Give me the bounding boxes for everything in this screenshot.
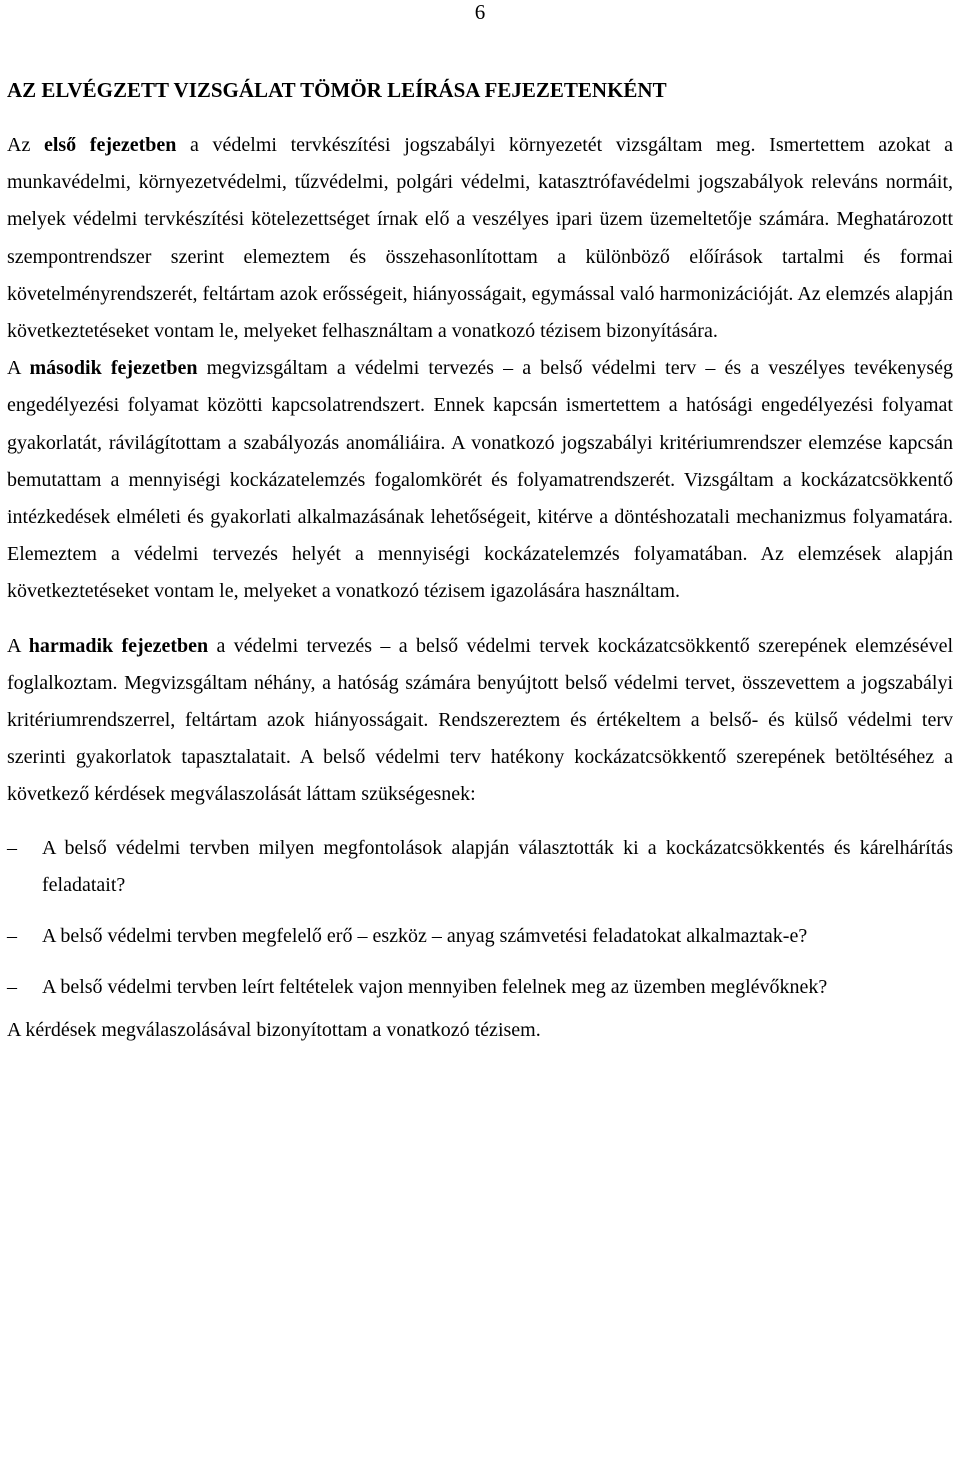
- document-body: [7, 76, 953, 1050]
- page-number: 6: [474, 0, 486, 24]
- list-item-text: A belső védelmi tervben leírt feltételek vajon mennyiben felelnek meg az üzemben meglévőknek?: [42, 976, 828, 999]
- list-item: [7, 969, 953, 1006]
- chapter-emphasis: első fejezetben: [43, 134, 177, 156]
- dash-bullet: –: [7, 976, 17, 999]
- closing-sentence: A kérdések megválaszolásával bizonyítottam a vonatkozó tézisem.: [7, 1019, 541, 1042]
- paragraph-text: Az: [7, 134, 44, 156]
- chapter-emphasis: második fejezetben: [29, 357, 198, 380]
- section-heading: AZ ELVÉGZETT VIZSGÁLAT TÖMÖR LEÍRÁSA FEJEZETENKÉNT: [7, 78, 667, 102]
- paragraph-third-chapter: [7, 628, 953, 814]
- chapter-emphasis: harmadik fejezetben: [28, 634, 209, 657]
- question-list: [7, 830, 953, 1007]
- dash-bullet: –: [7, 925, 17, 948]
- paragraph-second-chapter: [7, 350, 953, 610]
- list-item-text: A belső védelmi tervben milyen megfontolások alapján választották ki a kockázatcsökkentés és kárelhárítás feladatait?: [42, 836, 953, 896]
- paragraph-text: megvizsgáltam a védelmi tervezés – a belső védelmi terv – és a veszélyes tevékenység engedélyezési folyamat közötti kapcsolatrendszert. Ennek kapcsán ismertettem a hatósági engedélyezési folyamat gyakorlatát, rávilágítottam a szabályozás anomáliáira. A vonatkozó jogszabályi kritériumrendszer elemzése kapcsán bemutattam a mennyiségi kockázatelemzés fogalomkörét és folyamatrendszerét. Vizsgáltam a kockázatcsökkentő intézkedések elméleti és gyakorlati alkalmazásának lehetőségeit, kitérve a döntéshozatali mechanizmus folyamatára. Elemeztem a védelmi tervezés helyét a mennyiségi kockázatelemzés folyamatában. Az elemzések alapján következtetéseket vontam le, melyeket a vonatkozó tézisem igazolására használtam.: [7, 357, 953, 603]
- list-item: [7, 830, 953, 904]
- dash-bullet: –: [7, 836, 17, 859]
- paragraph-text: A: [7, 357, 30, 380]
- paragraph-first-chapter: [7, 127, 953, 350]
- paragraph-text: a védelmi tervezés – a belső védelmi tervek kockázatcsökkentő szerepének elemzésével foglalkoztam. Megvizsgáltam néhány, a hatóság számára benyújtott belső védelmi tervet, összevettem a jogszabályi kritériumrendszerrel, feltártam azok hiányosságait. Rendszereztem és értékeltem a belső- és külső védelmi terv szerinti gyakorlatok tapasztalatait. A belső védelmi terv hatékony kockázatcsökkentő szerepének betöltéséhez a következő kérdések megválaszolását láttam szükségesnek:: [7, 634, 954, 806]
- paragraph-text: a védelmi tervkészítési jogszabályi környezetét vizsgáltam meg. Ismertettem azokat a munkavédelmi, környezetvédelmi, tűzvédelmi, polgári védelmi, katasztrófavédelmi jogszabályok releváns normáit, melyek védelmi tervkészítési kötelezettséget írnak elő a veszélyes ipari üzem üzemeltetője számára. Meghatározott szempontrendszer szerint elemeztem és összehasonlítottam a különböző előírások tartalmi és formai követelményrendszerét, feltártam azok erősségeit, hiányosságait, egymással való harmonizációját. Az elemzés alapján következtetéseket vontam le, melyeket felhasználtam a vonatkozó tézisem bizonyítására.: [7, 134, 953, 343]
- list-item-text: A belső védelmi tervben megfelelő erő – eszköz – anyag számvetési feladatokat alkalmaztak-e?: [42, 925, 808, 948]
- paragraph-text: A: [7, 634, 29, 657]
- list-item: [7, 918, 953, 955]
